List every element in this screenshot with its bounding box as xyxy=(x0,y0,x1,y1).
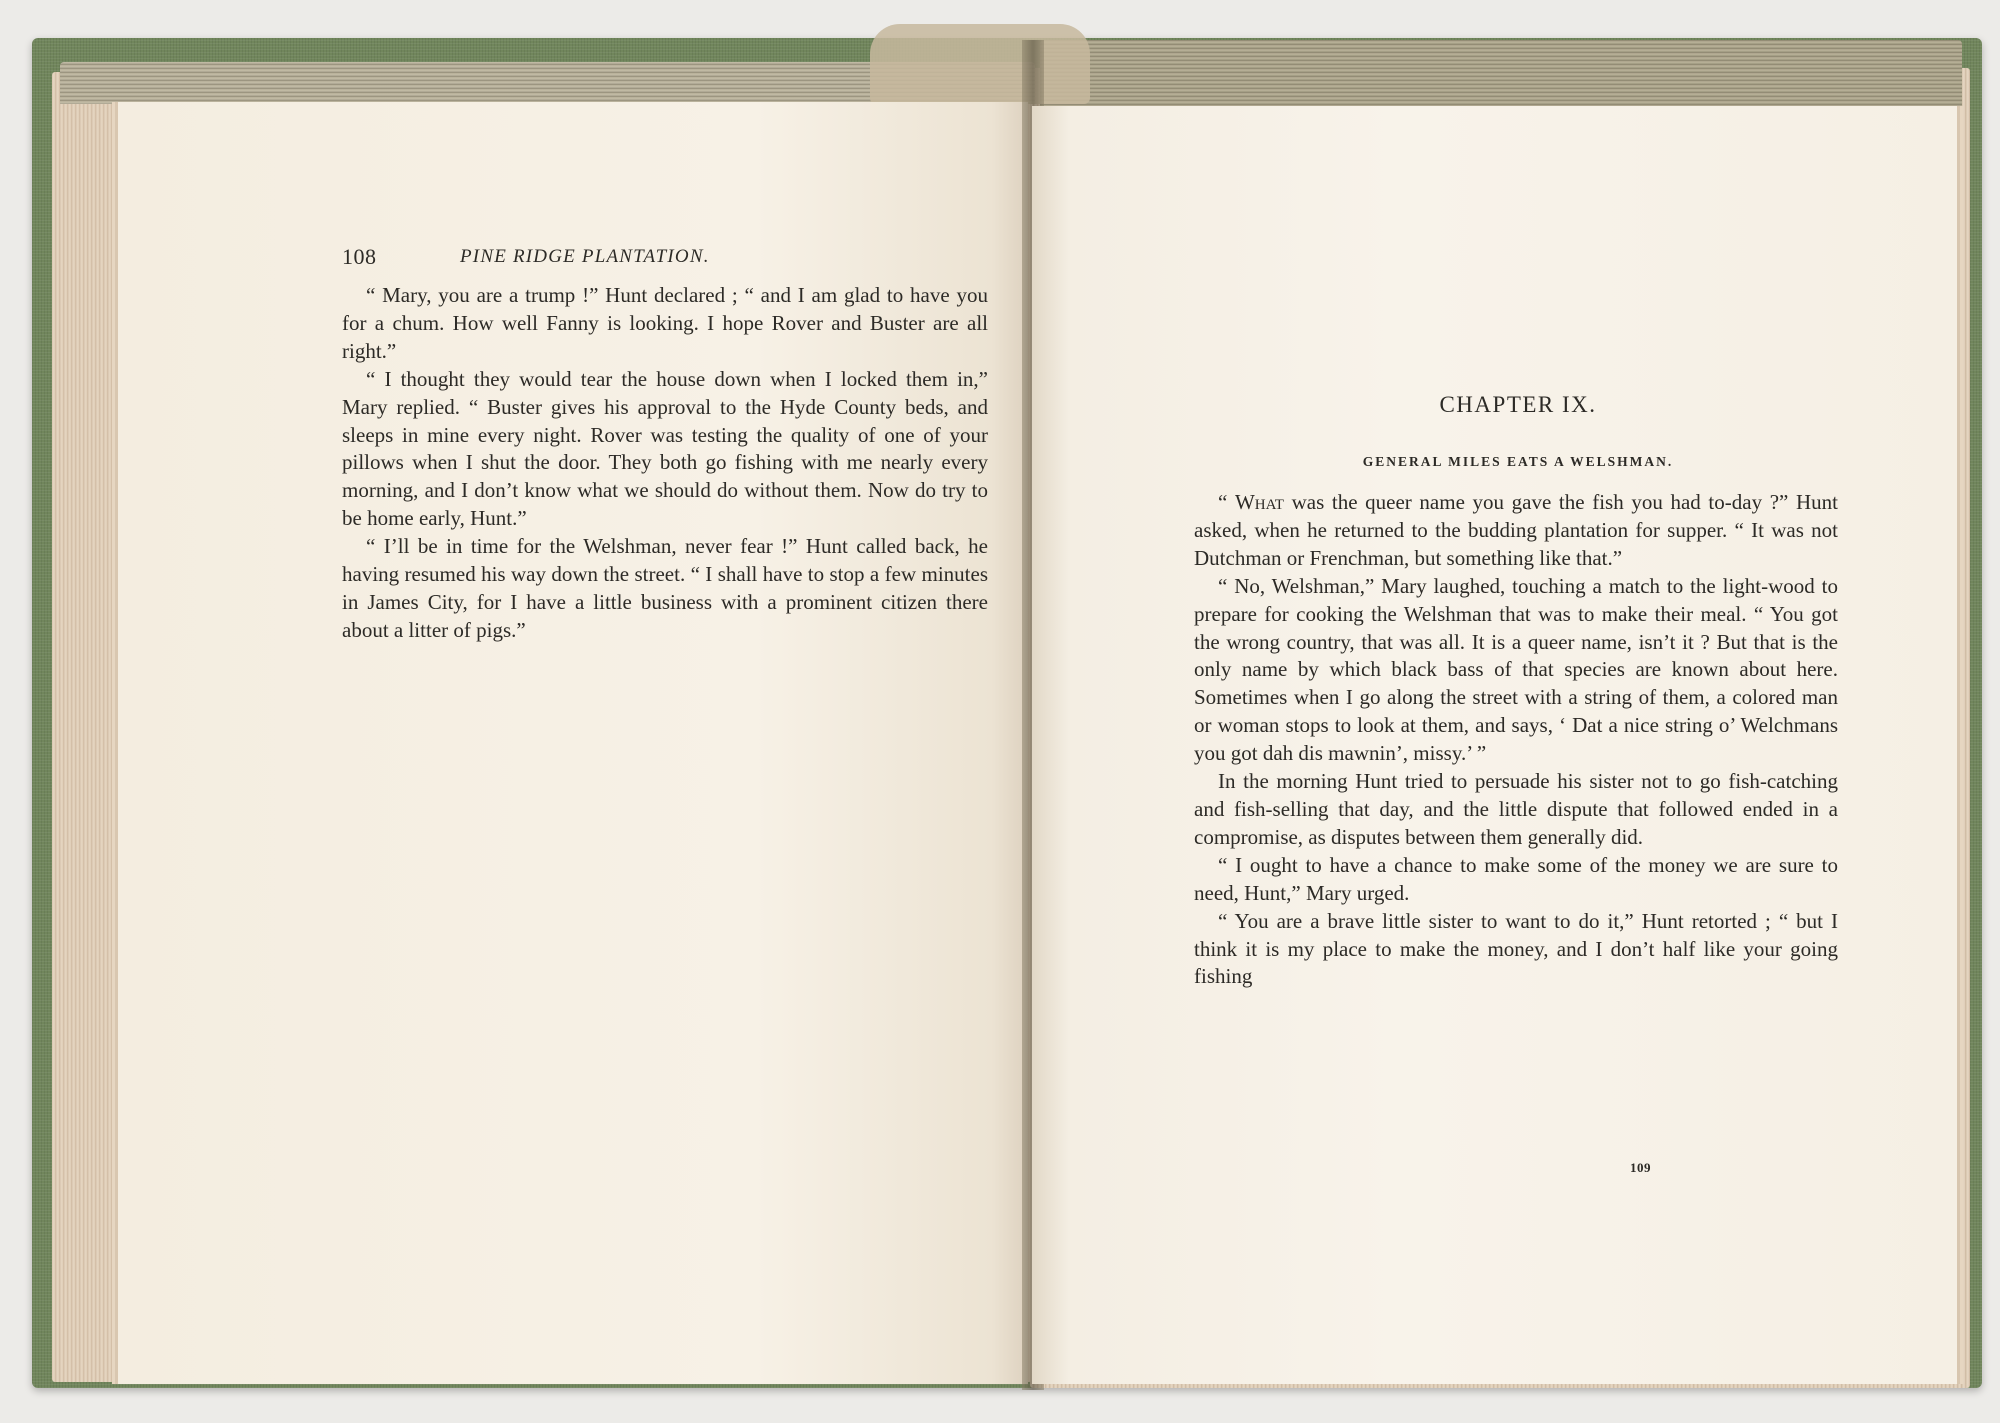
opening-small-caps: What xyxy=(1234,490,1284,514)
left-page-body xyxy=(342,282,988,645)
running-head xyxy=(342,244,902,274)
right-top-edge xyxy=(1040,40,1962,112)
paragraph: “ I’ll be in time for the Welshman, never fear !” Hunt called back, he having resumed his way down the street. “ I shall have to stop a few minutes in James City, for I have a little business with a prominent citizen there about a litter of pigs.” xyxy=(342,534,988,642)
right-page-body xyxy=(1194,489,1838,991)
paragraph: “ I ought to have a chance to make some of the money we are sure to need, Hunt,” Mary urged. xyxy=(1194,852,1838,905)
left-page xyxy=(118,102,1028,1384)
right-page-number: 109 xyxy=(1630,1160,1651,1175)
opening-quote: “ xyxy=(1218,490,1235,514)
paragraph: “ You are a brave little sister to want to do it,” Hunt retorted ; “ but I think it is my place to make the money, and I don’t half like your going fishing xyxy=(1194,908,1838,989)
chapter-title: CHAPTER IX. xyxy=(1439,392,1597,417)
paragraph xyxy=(1194,489,1838,573)
paragraph: “ Mary, you are a trump !” Hunt declared ; “ and I am glad to have you for a chum. How well Fanny is looking. I hope Rover and Buster are all right.” xyxy=(342,283,988,363)
paragraph: “ I thought they would tear the house down when I locked them in,” Mary replied. “ Buster gives his approval to the Hyde County beds, and sleeps in mine every night. Rover was testing the quality of one of your pillows when I shut the door. They both go fishing with me nearly every morning, and I don’t know what we should do without them. Now do try to be home early, Hunt.” xyxy=(342,366,988,531)
right-page xyxy=(1032,106,1957,1384)
running-head-title: PINE RIDGE PLANTATION. xyxy=(460,246,710,267)
frayed-spine xyxy=(870,24,1090,104)
left-page-number: 108 xyxy=(342,244,377,269)
paragraph: “ No, Welshman,” Mary laughed, touching a match to the light-wood to prepare for cooking the Welshman that was to make their meal. “ You got the wrong country, that was all. It is a queer name, isn’t it ? But that is the only name by which black bass of that species are known about here. Sometimes when I go along the street with a string of them, a colored man or woman stops to look at them, and says, ‘ Dat a nice string o’ Welchmans you got dah dis mawnin’, missy.’ ” xyxy=(1194,573,1838,766)
opening-rest: was the queer name you gave the fish you had to-day ?” Hunt asked, when he returned to the budding plantation for supper. “ It was not Dutchman or Frenchman, but something like that.” xyxy=(1194,490,1838,570)
paragraph: In the morning Hunt tried to persuade his sister not to go fish-catching and fish-selling that day, and the little dispute that followed ended in a compromise, as disputes between them generally did. xyxy=(1194,769,1838,849)
chapter-subtitle: GENERAL MILES EATS A WELSHMAN. xyxy=(1362,454,1674,469)
